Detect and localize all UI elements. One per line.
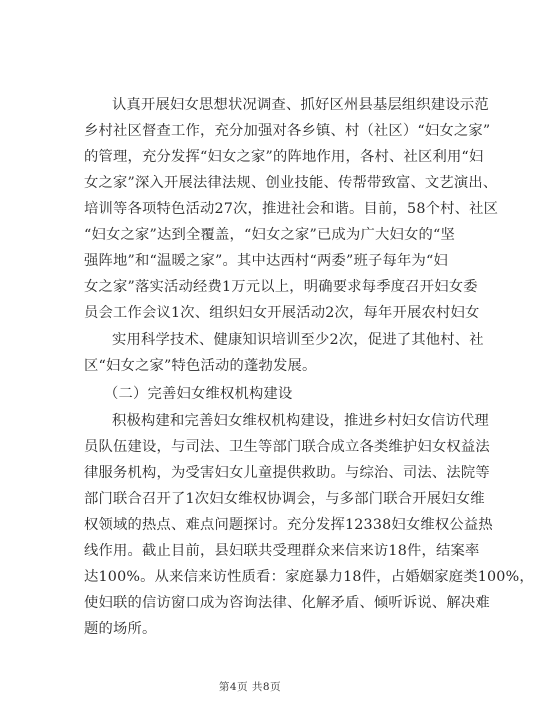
paragraph-line: 员会工作会议1次、组织妇女开展活动2次，每年开展农村妇女 (84, 305, 480, 321)
paragraph-line: “妇女之家”达到全覆盖，“妇女之家”已成为广大妇女的“坚 (84, 227, 455, 243)
paragraph-line: 实用科学技术、健康知识培训至少2次，促进了其他村、社 (112, 332, 484, 348)
paragraph-line: 使妇联的信访窗口成为咨询法律、化解矛盾、倾听诉说、解决难 (84, 595, 490, 611)
paragraph-line: 员队伍建设，与司法、卫生等部门联合成立各类维护妇女权益法 (84, 439, 490, 455)
paragraph-line: 积极构建和完善妇女维权机构建设，推进乡村妇女信访代理 (112, 413, 489, 429)
paragraph-line: 强阵地”和“温暖之家”。其中达西村“两委”班子每年为“妇 (84, 253, 448, 269)
section-heading: （二）完善妇女维权机构建设 (104, 386, 293, 402)
paragraph-line: 认真开展妇女思想状况调查、抓好区州县基层组织建设示范 (112, 97, 489, 113)
paragraph-line: 培训等各项特色活动27次，推进社会和谐。目前，58个村、社区 (84, 201, 499, 217)
paragraph-line: 线作用。截止目前，县妇联共受理群众来信来访18件，结案率 (84, 543, 480, 559)
paragraph-line: 题的场所。 (84, 621, 157, 637)
paragraph-line: 区“妇女之家”特色活动的蓬勃发展。 (84, 358, 317, 374)
paragraph-line: 达100%。从来信来访性质看：家庭暴力18件，占婚姻家庭类100%， (84, 569, 534, 585)
paragraph-line: 部门联合召开了1次妇女维权协调会，与多部门联合开展妇女维 (84, 491, 485, 507)
paragraph-line: 女之家”落实活动经费1万元以上，明确要求每季度召开妇女委 (84, 279, 478, 295)
paragraph-line: 女之家”深入开展法律法规、创业技能、传帮带致富、文艺演出、 (84, 175, 498, 191)
page-number: 第4页 共8页 (218, 681, 282, 693)
paragraph-line: 的管理，充分发挥“妇女之家”的阵地作用，各村、社区利用“妇 (84, 149, 484, 165)
paragraph-line: 权领域的热点、难点问题探讨。充分发挥12338妇女维权公益热 (84, 517, 493, 533)
paragraph-line: 乡村社区督查工作，充分加强对各乡镇、村（社区）“妇女之家” (84, 123, 491, 139)
paragraph-line: 律服务机构，为受害妇女儿童提供救助。与综治、司法、法院等 (84, 465, 490, 481)
